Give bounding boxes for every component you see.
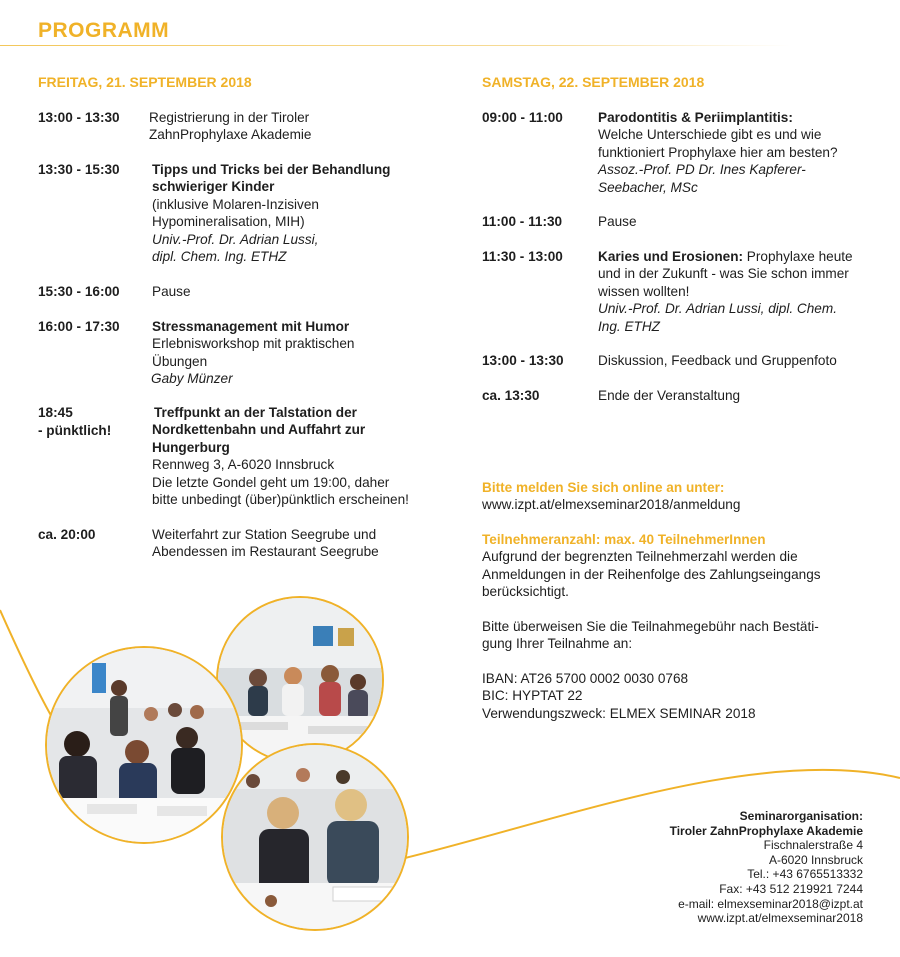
item-title: schwieriger Kinder: [152, 179, 275, 195]
item-text: Weiterfahrt zur Station Seegrube und: [152, 527, 377, 542]
participants-text: Aufgrund der begrenzten Teilnehmerzahl werden die: [482, 549, 798, 565]
item-text: bitte unbedingt (über)pünktlich erscheinen!: [152, 492, 409, 508]
organisation-phone: Tel.: +43 6765513332: [747, 867, 863, 882]
item-text: ZahnProphylaxe Akademie: [149, 127, 312, 143]
registration-link[interactable]: www.izpt.at/elmexseminar2018/anmeldung: [482, 497, 741, 513]
item-title: Stressmanagement mit Humor: [152, 319, 350, 334]
item-speaker: dipl. Chem. Ing. ETHZ: [152, 249, 287, 265]
participants-block: [482, 531, 821, 601]
item-text: Übungen: [152, 353, 208, 369]
time-label: 09:00 - 11:00: [482, 110, 563, 125]
time-label: 11:30 - 13:00: [482, 249, 563, 264]
item-text: Rennweg 3, A-6020 Innsbruck: [152, 457, 335, 473]
item-speaker: Univ.-Prof. Dr. Adrian Lussi, dipl. Chem.: [598, 301, 837, 317]
organisation-label: Seminarorganisation:: [739, 809, 863, 823]
item-text: Prophylaxe heute: [743, 249, 853, 264]
organisation-address: Fischnalerstraße 4: [763, 838, 863, 853]
time-label: 16:00 - 17:30: [38, 319, 120, 334]
seminar-photo: [221, 743, 409, 931]
time-label: 13:00 - 13:30: [38, 110, 120, 125]
item-text: (inklusive Molaren-Inzisiven: [152, 196, 319, 212]
item-text: und in der Zukunft - was Sie schon immer: [598, 266, 849, 282]
item-text: Abendessen im Restaurant Seegrube: [152, 544, 379, 560]
participants-text: berücksichtigt.: [482, 584, 569, 600]
item-text: Diskussion, Feedback und Gruppenfoto: [598, 353, 837, 368]
item-text: Pause: [598, 214, 637, 229]
organisation-fax: Fax: +43 512 219921 7244: [719, 881, 863, 896]
item-speaker: Ing. ETHZ: [598, 318, 660, 334]
item-speaker: Gaby Münzer: [151, 371, 233, 387]
item-text: Erlebnisworkshop mit praktischen: [152, 336, 355, 352]
participants-text: Anmeldungen in der Reihenfolge des Zahlungseingangs: [482, 566, 821, 582]
time-label: 13:30 - 15:30: [38, 162, 120, 177]
time-label: 11:00 - 11:30: [482, 214, 563, 229]
item-title: Hungerburg: [152, 439, 230, 455]
bank-details: [482, 670, 756, 722]
title-divider: [0, 45, 790, 46]
bic: BIC: HYPTAT 22: [482, 688, 583, 704]
item-speaker: Seebacher, MSc: [598, 179, 698, 195]
friday-heading: FREITAG, 21. SEPTEMBER 2018: [38, 74, 252, 90]
time-label: 15:30 - 16:00: [38, 284, 120, 299]
time-label: ca. 13:30: [482, 388, 540, 403]
organisation-name: Tiroler ZahnProphylaxe Akademie: [669, 823, 863, 838]
organisation-website[interactable]: www.izpt.at/elmexseminar2018: [697, 911, 863, 926]
page-title: PROGRAMM: [38, 19, 170, 42]
item-text: Registrierung in der Tiroler: [149, 110, 310, 125]
organisation-block: [670, 809, 863, 926]
seminar-photo: [45, 646, 243, 844]
time-label: 18:45 - pünktlich!: [38, 405, 112, 438]
payment-text: gung Ihrer Teilnahme an:: [482, 636, 633, 652]
item-title: Treffpunkt an der Talstation der: [154, 405, 357, 420]
payment-purpose: Verwendungszweck: ELMEX SEMINAR 2018: [482, 705, 756, 721]
item-text: funktioniert Prophylaxe hier am besten?: [598, 144, 838, 160]
organisation-email[interactable]: e-mail: elmexseminar2018@izpt.at: [678, 896, 863, 911]
time-label: 13:00 - 13:30: [482, 353, 564, 368]
item-title: Karies und Erosionen:: [598, 249, 744, 264]
item-speaker: Assoz.-Prof. PD Dr. Ines Kapferer-: [598, 162, 806, 178]
item-text: Hypomineralisation, MIH): [152, 214, 305, 230]
item-title: Tipps und Tricks bei der Behandlung: [152, 162, 391, 177]
registration-block: [482, 479, 740, 514]
item-title: Parodontitis & Periimplantitis:: [598, 110, 793, 125]
item-text: wissen wollten!: [598, 283, 690, 299]
item-text: Ende der Veranstaltung: [598, 388, 741, 403]
payment-text: Bitte überweisen Sie die Teilnahmegebühr nach Bestäti-: [482, 619, 819, 634]
saturday-heading: SAMSTAG, 22. SEPTEMBER 2018: [482, 74, 705, 90]
registration-heading: Bitte melden Sie sich online an unter:: [482, 480, 725, 495]
item-title: Nordkettenbahn und Auffahrt zur: [152, 422, 366, 438]
iban: IBAN: AT26 5700 0002 0030 0768: [482, 671, 689, 686]
item-text: Pause: [152, 284, 191, 299]
organisation-city: A-6020 Innsbruck: [768, 852, 863, 867]
item-text: Welche Unterschiede gibt es und wie: [598, 127, 822, 143]
item-text: Die letzte Gondel geht um 19:00, daher: [152, 474, 390, 490]
time-label: ca. 20:00: [38, 527, 96, 542]
payment-block: [482, 618, 819, 653]
participants-heading: Teilnehmeranzahl: max. 40 TeilnehmerInnen: [482, 532, 766, 547]
item-speaker: Univ.-Prof. Dr. Adrian Lussi,: [152, 231, 319, 247]
